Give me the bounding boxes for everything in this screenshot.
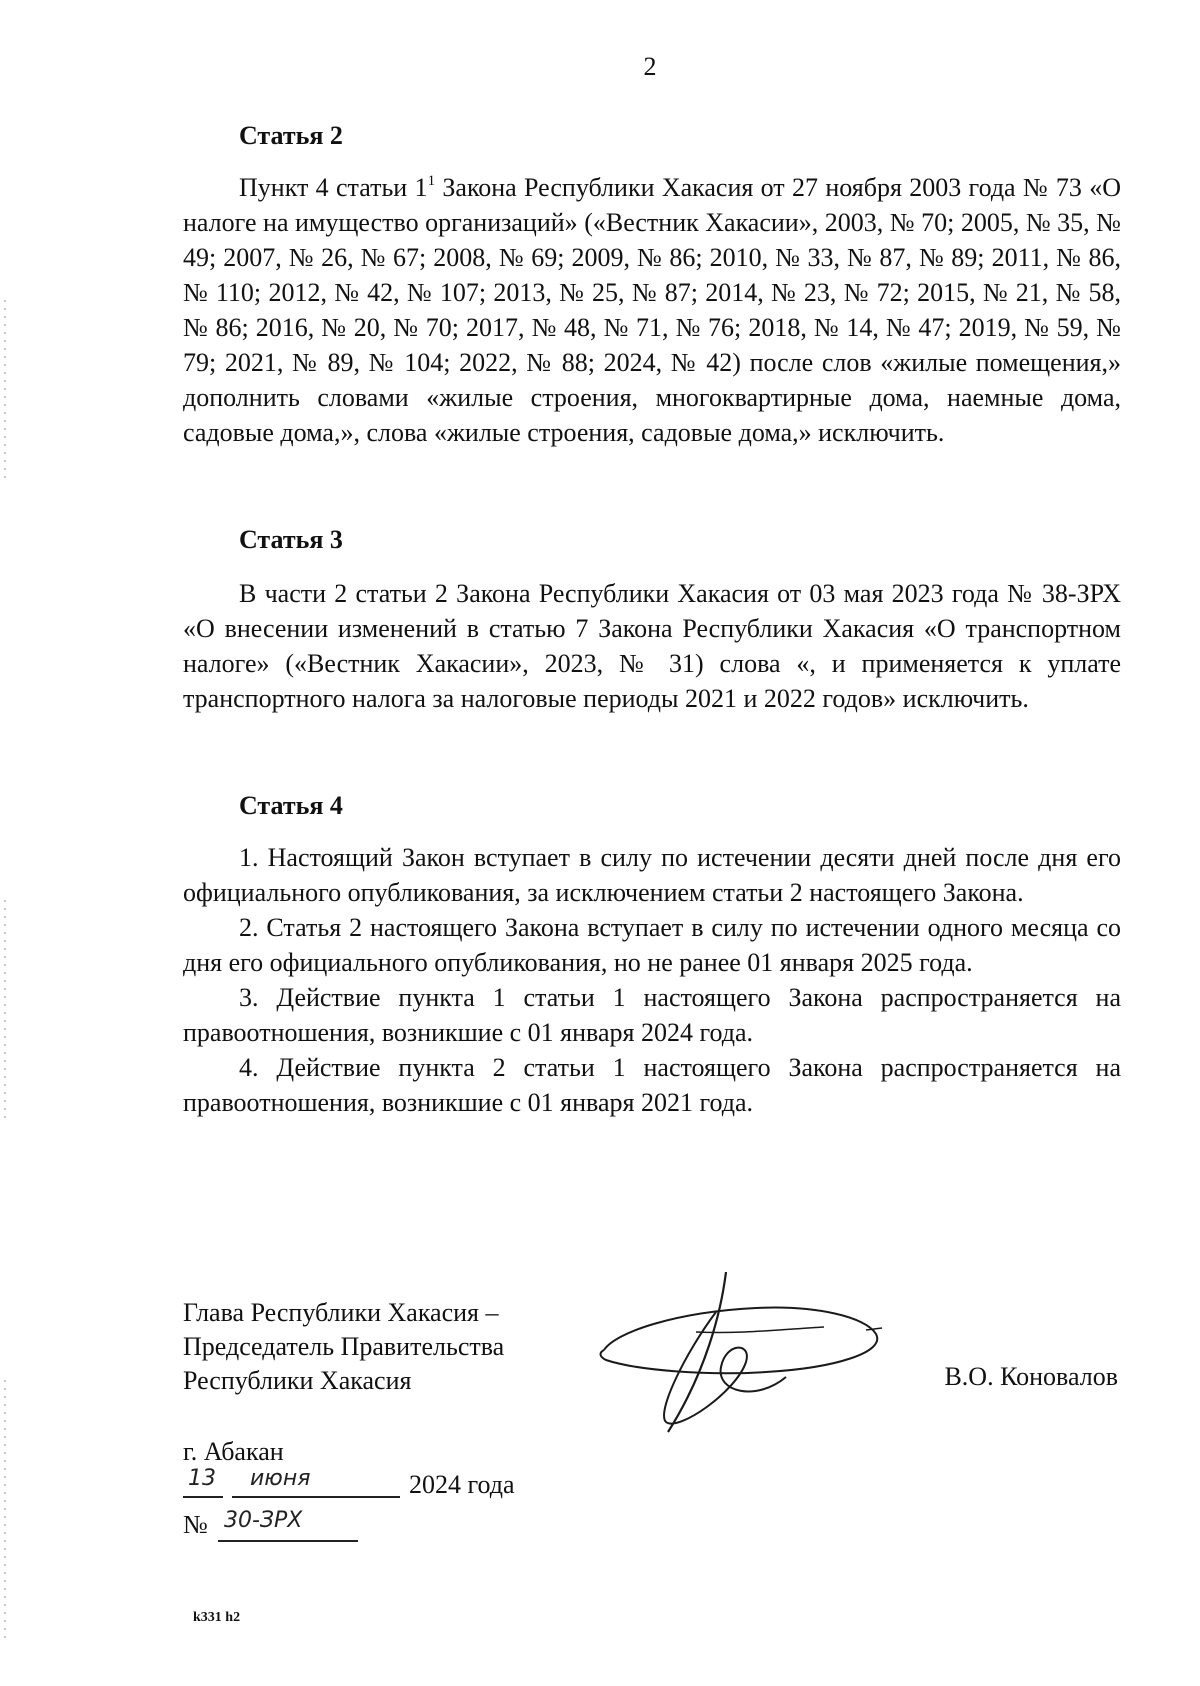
law-number-prefix: № <box>183 1510 208 1539</box>
scan-edge-mark <box>4 900 6 1120</box>
date-day-underline <box>183 1496 223 1498</box>
article-2-text-rest: Закона Республики Хакасия от 27 ноября 2003 года № 73 «О налоге на имущество организаций» («Вестник Хакасии», 2003, № 70; 2005, № 35, № 49; 2007, № 26, № 67; 2008, № 69; 2009, № 86; 2010, № 33, № 87, № 89; 2011, № 86, № 110; 2012, № 42, № 107; 2013, № 25, № 87; 2014, № 23, № 72; 2015, № 21, № 58, № 86; 2016, № 20, № 70; 2017, № 48, № 71, № 76; 2018, № 14, № 47; 2019, № 59, № 79; 2021, № 89, № 104; 2022, № 88; 2024, № 42) после слов «жилые помещения,» дополнить словами «жилые строения, многоквартирные дома, наемные дома, садовые дома,», слова «жилые строения, садовые дома,» исключить. <box>183 173 1121 447</box>
article-4-heading: Статья 4 <box>239 791 343 820</box>
article-4-item: 4. Действие пункта 2 статьи 1 настоящего Закона распространяется на правоотношения, возникшие с 01 января 2021 года. <box>183 1053 1121 1117</box>
article-2-body <box>183 170 1121 450</box>
date-month-underline <box>232 1496 400 1498</box>
scan-edge-mark <box>4 300 6 480</box>
scan-edge-mark <box>4 1380 6 1640</box>
article-4-item: 2. Статья 2 настоящего Закона вступает в силу по истечении одного месяца со дня его официального опубликования, но не ранее 01 января 2025 года. <box>183 913 1121 977</box>
article-4-body <box>183 840 1121 1120</box>
superscript: 1 <box>427 173 436 189</box>
article-2-text-start: Пункт 4 статьи 1 <box>239 173 428 202</box>
law-number-handwritten: 30-ЗРХ <box>224 1508 303 1533</box>
place-city: г. Абакан <box>183 1437 284 1466</box>
law-number-underline <box>218 1540 358 1542</box>
page-number: 2 <box>643 52 657 81</box>
article-3-heading: Статья 3 <box>239 525 343 554</box>
signatory-title-line: Республики Хакасия <box>183 1366 412 1395</box>
signatory-title <box>183 1296 504 1398</box>
article-4-item: 1. Настоящий Закон вступает в силу по истечении десяти дней после дня его официального опубликования, за исключением статьи 2 настоящего Закона. <box>183 843 1121 907</box>
signatory-name: В.О. Коновалов <box>944 1362 1118 1391</box>
footer-code: k331 h2 <box>193 1610 241 1625</box>
signatory-title-line: Глава Республики Хакасия – <box>183 1298 499 1327</box>
article-2-heading: Статья 2 <box>239 121 343 150</box>
signatory-title-line: Председатель Правительства <box>183 1332 505 1361</box>
article-3-body: В части 2 статьи 2 Закона Республики Хакасия от 03 мая 2023 года № 38-ЗРХ «О внесении изменений в статью 7 Закона Республики Хакасия «О транспортном налоге» («Вестник Хакасии», 2023, № 31) слова «, и применяется к уплате транспортного налога за налоговые периоды 2021 и 2022 годов» исключить. <box>183 579 1121 713</box>
date-day-handwritten: 13 <box>188 1466 216 1491</box>
date-year: 2024 года <box>409 1470 515 1499</box>
date-month-handwritten: июня <box>250 1466 311 1491</box>
handwritten-signature <box>596 1272 896 1442</box>
article-4-item: 3. Действие пункта 1 статьи 1 настоящего Закона распространяется на правоотношения, возникшие с 01 января 2024 года. <box>183 983 1121 1047</box>
